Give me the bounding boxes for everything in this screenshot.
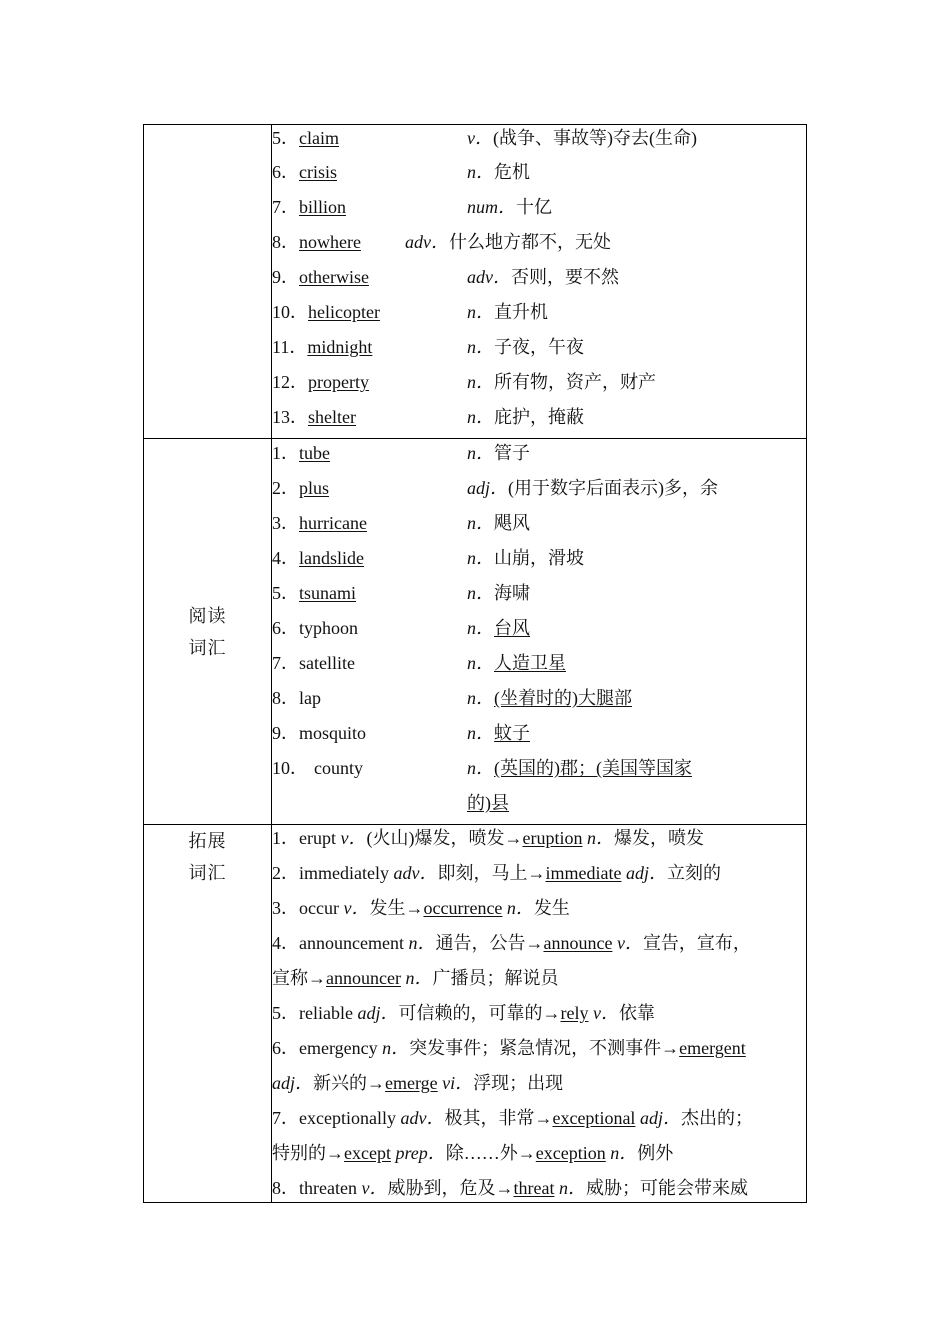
list-item [272, 930, 802, 965]
list-item [272, 754, 806, 789]
part-of-speech: adv． [400, 1108, 445, 1128]
word-meaning: 即刻，马上→ [437, 863, 546, 883]
vocab-word: erupt [299, 828, 336, 848]
item-number: 1． [272, 828, 299, 848]
word-meaning: 蚊子 [494, 723, 530, 743]
word-meaning: (战争、事故等)夺去(生命) [493, 128, 697, 148]
word-meaning: (英国的)郡；(美国等国家 [494, 758, 692, 778]
word-meaning: (火山)爆发，喷发→ [366, 828, 523, 848]
word-meaning: 否则，要不然 [511, 267, 619, 287]
list-item [272, 825, 802, 860]
part-of-speech: adv． [393, 863, 438, 883]
item-number: 5． [272, 1003, 299, 1023]
part-of-speech: n． [467, 653, 494, 673]
list-item [272, 719, 806, 754]
list-item [272, 579, 806, 614]
item-number: 2． [272, 863, 299, 883]
word-meaning: 威胁；可能会带来威 [585, 1178, 748, 1198]
list-item-continuation [272, 965, 802, 1000]
derived-word: eruption [522, 828, 583, 848]
part-of-speech: v． [340, 828, 367, 848]
item-number: 10． [272, 758, 308, 778]
word-meaning: 可信赖的，可靠的→ [398, 1003, 561, 1023]
word-meaning: 例外 [637, 1143, 674, 1163]
vocab-word: midnight [307, 337, 373, 357]
part-of-speech: adj． [357, 1003, 399, 1023]
vocab-word: emergency [299, 1038, 378, 1058]
word-meaning: 浮现；出现 [473, 1073, 564, 1093]
part-of-speech: adj． [467, 478, 509, 498]
word-meaning: 十亿 [516, 197, 552, 217]
part-of-speech: n． [467, 688, 494, 708]
list-item [272, 1175, 802, 1202]
word-meaning: 发生→ [369, 898, 424, 918]
vocab-word: shelter [308, 407, 356, 427]
word-meaning: 特别的→ [272, 1143, 344, 1163]
part-of-speech: n． [558, 1178, 586, 1198]
list-item [272, 1105, 802, 1140]
vocab-word: mosquito [299, 723, 367, 743]
part-of-speech: n． [382, 1038, 410, 1058]
part-of-speech: n． [467, 372, 494, 392]
part-of-speech: v． [343, 898, 370, 918]
part-of-speech: adv． [405, 232, 449, 252]
item-number: 9． [272, 267, 299, 287]
vocab-word: claim [299, 128, 339, 148]
part-of-speech: n． [467, 407, 494, 427]
part-of-speech: num． [467, 197, 516, 217]
category-cell-reading [144, 439, 272, 825]
section-core-continued [144, 125, 807, 439]
vocab-word: plus [299, 478, 330, 498]
part-of-speech: adj． [639, 1108, 681, 1128]
word-meaning: 人造卫星 [494, 653, 566, 673]
word-meaning: 宣告，宣布， [642, 933, 751, 953]
word-meaning: 除……外→ [445, 1143, 536, 1163]
derived-word: immediate [545, 863, 622, 883]
item-number: 8． [272, 688, 299, 708]
vocab-word: satellite [299, 653, 355, 673]
item-number: 5． [272, 583, 299, 603]
reading-word-list [272, 439, 807, 825]
word-meaning: (用于数字后面表示)多，余 [508, 478, 719, 498]
item-number: 6． [272, 162, 299, 182]
list-item [272, 649, 806, 684]
vocab-word: county [314, 758, 363, 778]
word-meaning-continued: 的)县 [467, 793, 509, 813]
vocab-word: immediately [299, 863, 389, 883]
list-item [272, 125, 806, 158]
list-item [272, 895, 802, 930]
item-number: 4． [272, 548, 299, 568]
part-of-speech: n． [467, 302, 494, 322]
part-of-speech: n． [408, 933, 436, 953]
part-of-speech: n． [586, 828, 614, 848]
vocab-word: typhoon [299, 618, 359, 638]
category-cell-extended [144, 825, 272, 1203]
word-meaning: 海啸 [494, 583, 530, 603]
derived-word: emerge [385, 1073, 438, 1093]
category-label: 阅读 [188, 605, 227, 626]
item-number: 11． [272, 337, 308, 357]
part-of-speech: n． [506, 898, 534, 918]
vocab-word: hurricane [299, 513, 367, 533]
part-of-speech: n． [467, 162, 494, 182]
section-extended-vocabulary [144, 825, 807, 1203]
part-of-speech: v． [361, 1178, 388, 1198]
item-number: 4． [272, 933, 299, 953]
vocabulary-table [143, 124, 807, 1203]
part-of-speech: v． [592, 1003, 619, 1023]
item-number: 3． [272, 898, 299, 918]
derived-word: emergent [679, 1038, 746, 1058]
part-of-speech: adv． [467, 267, 511, 287]
derived-word: exception [535, 1143, 606, 1163]
list-item [272, 439, 806, 474]
list-item [272, 368, 806, 403]
vocab-word: property [308, 372, 369, 392]
vocab-word: threaten [299, 1178, 357, 1198]
word-meaning: 广播员；解说员 [432, 968, 559, 988]
list-item [272, 1000, 802, 1035]
item-number: 7． [272, 197, 299, 217]
part-of-speech: n． [467, 548, 494, 568]
word-meaning: 通告，公告→ [435, 933, 544, 953]
part-of-speech: n． [467, 618, 494, 638]
list-item [272, 614, 806, 649]
word-meaning: 杰出的； [680, 1108, 753, 1128]
vocab-word: announcement [299, 933, 404, 953]
list-item [272, 860, 802, 895]
vocab-word: billion [299, 197, 347, 217]
core-word-list [272, 125, 807, 439]
item-number: 1． [272, 443, 299, 463]
part-of-speech: n． [467, 337, 494, 357]
part-of-speech: n． [467, 723, 494, 743]
list-item [272, 193, 806, 228]
word-meaning: 山崩，滑坡 [494, 548, 584, 568]
category-label: 词汇 [188, 863, 227, 883]
word-meaning: 突发事件；紧急情况，不测事件→ [409, 1038, 680, 1058]
part-of-speech: adj． [272, 1073, 314, 1093]
word-meaning: 飓风 [494, 513, 530, 533]
list-item-continuation [272, 1140, 802, 1175]
word-meaning: 爆发，喷发 [613, 828, 704, 848]
item-number: 8． [272, 1178, 299, 1198]
item-number: 9． [272, 723, 299, 743]
part-of-speech: n． [405, 968, 433, 988]
derived-word: except [344, 1143, 391, 1163]
list-item [272, 684, 806, 719]
derived-word: occurrence [423, 898, 503, 918]
word-meaning: 极其，非常→ [444, 1108, 553, 1128]
section-reading-vocabulary [144, 439, 807, 825]
item-number: 5． [272, 128, 299, 148]
list-item [272, 298, 806, 333]
item-number: 7． [272, 653, 299, 673]
item-number: 13． [272, 407, 308, 427]
vocab-word: occur [299, 898, 339, 918]
item-number: 12． [272, 372, 308, 392]
word-meaning: 依靠 [618, 1003, 655, 1023]
vocab-word: exceptionally [299, 1108, 396, 1128]
word-meaning: 什么地方都不，无处 [449, 232, 611, 252]
word-meaning: 管子 [494, 443, 530, 463]
list-item [272, 544, 806, 579]
part-of-speech: n． [467, 443, 494, 463]
word-meaning: 台风 [494, 618, 530, 638]
vocab-word: tube [299, 443, 330, 463]
derived-word: announce [543, 933, 613, 953]
item-number: 6． [272, 618, 299, 638]
vocab-word: crisis [299, 162, 337, 182]
list-item [272, 474, 806, 509]
list-item [272, 403, 806, 438]
word-meaning: 直升机 [494, 302, 548, 322]
category-label: 拓展 [188, 831, 227, 851]
item-number: 7． [272, 1108, 299, 1128]
list-item-continuation [272, 789, 806, 824]
word-meaning: 威胁到，危及→ [387, 1178, 514, 1198]
vocab-word: otherwise [299, 267, 369, 287]
word-meaning: 子夜，午夜 [494, 337, 584, 357]
item-number: 2． [272, 478, 299, 498]
list-item [272, 158, 806, 193]
word-meaning: 立刻的 [666, 863, 721, 883]
part-of-speech: vi． [442, 1073, 474, 1093]
item-number: 8． [272, 232, 299, 252]
word-meaning: 庇护，掩蔽 [494, 407, 584, 427]
extended-word-list [272, 825, 807, 1203]
vocab-word: nowhere [299, 232, 361, 252]
item-number: 3． [272, 513, 299, 533]
item-number: 10． [272, 302, 308, 322]
vocab-word: helicopter [308, 302, 380, 322]
item-number: 6． [272, 1038, 299, 1058]
vocab-word: reliable [299, 1003, 353, 1023]
word-meaning: 危机 [494, 162, 530, 182]
derived-word: exceptional [552, 1108, 636, 1128]
part-of-speech: n． [467, 758, 494, 778]
part-of-speech: v． [616, 933, 643, 953]
vocab-word: lap [299, 688, 321, 708]
vocab-word: landslide [299, 548, 364, 568]
word-meaning: 新兴的→ [313, 1073, 386, 1093]
part-of-speech: v． [467, 128, 493, 148]
word-meaning: 发生 [533, 898, 570, 918]
part-of-speech: n． [610, 1143, 638, 1163]
word-meaning: 宣称→ [272, 968, 326, 988]
part-of-speech: adj． [625, 863, 667, 883]
derived-word: threat [513, 1178, 555, 1198]
list-item [272, 263, 806, 298]
list-item [272, 1035, 802, 1070]
list-item [272, 333, 806, 368]
list-item [272, 509, 806, 544]
category-cell-empty [144, 125, 272, 439]
category-label: 词汇 [188, 637, 227, 658]
word-meaning: (坐着时的)大腿部 [494, 688, 632, 708]
list-item [272, 228, 806, 263]
derived-word: announcer [326, 968, 401, 988]
derived-word: rely [560, 1003, 589, 1023]
part-of-speech: n． [467, 583, 494, 603]
part-of-speech: prep． [395, 1143, 446, 1163]
word-meaning: 所有物，资产，财产 [494, 372, 656, 392]
list-item-continuation [272, 1070, 802, 1105]
vocab-word: tsunami [299, 583, 356, 603]
part-of-speech: n． [467, 513, 494, 533]
